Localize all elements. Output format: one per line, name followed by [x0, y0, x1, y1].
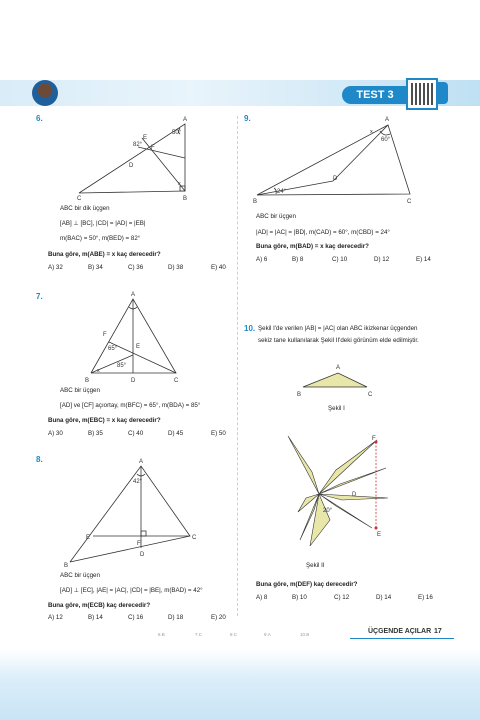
test-badge: TEST 3 — [342, 86, 408, 104]
answer-7: 7.C — [195, 632, 203, 637]
q6-label-F: F — [151, 145, 155, 151]
q7-given-2: [AD] ve [CF] açıortay, m(BFC) = 65°, m(BDA) = 85° — [60, 402, 201, 409]
q7-angle-65: 65° — [108, 346, 118, 352]
q8-label-E: E — [86, 535, 91, 541]
q6-given-2: [AB] ⊥ [BC], |CD| = |AD| = |EB| — [60, 220, 146, 227]
question-9-number: 9. — [244, 114, 251, 123]
q7-label-D: D — [131, 378, 136, 384]
q7-label-F: F — [103, 332, 107, 338]
question-7-number: 7. — [36, 292, 43, 301]
q10-sekil2-label: Şekil II — [306, 562, 325, 569]
q9-given-2: |AD| = |AC| = |BD|, m(CAD) = 60°, m(CBD) = 24° — [256, 229, 390, 236]
q9-angle-60: 60° — [381, 137, 391, 143]
q7-option-d[interactable]: D) 45 — [168, 430, 184, 437]
q6-option-b[interactable]: B) 34 — [88, 264, 103, 271]
q8-option-c[interactable]: C) 16 — [128, 614, 144, 621]
q7-option-e[interactable]: E) 50 — [211, 430, 226, 437]
q6-option-a[interactable]: A) 32 — [48, 264, 63, 271]
answer-9: 9.A — [264, 632, 271, 637]
q6-label-B: B — [183, 196, 188, 202]
q7-question: Buna göre, m(EBC) = x kaç derecedir? — [48, 417, 161, 424]
q6-given-3: m(BAC) = 50°, m(BED) = 82° — [60, 235, 141, 242]
q10-s1-label-A: A — [336, 365, 341, 371]
q10-option-c[interactable]: C) 12 — [334, 594, 350, 601]
q8-option-b[interactable]: B) 14 — [88, 614, 103, 621]
q8-option-d[interactable]: D) 18 — [168, 614, 184, 621]
q9-given-1: ABC bir üçgen — [256, 213, 296, 220]
q10-text-2: sekiz tane kullanılarak Şekil II'deki görünüm elde edilmiştir. — [258, 337, 419, 344]
q10-s1-label-C: C — [368, 392, 373, 398]
answer-6: 6.B — [158, 632, 165, 637]
q6-angle-x: x — [178, 181, 181, 187]
answer-10: 10.B — [300, 632, 310, 637]
q8-label-F: F — [137, 541, 141, 547]
q8-given-1: ABC bir üçgen — [60, 572, 100, 579]
q6-label-C: C — [77, 196, 82, 202]
q10-option-d[interactable]: D) 14 — [376, 594, 392, 601]
q6-option-c[interactable]: C) 36 — [128, 264, 144, 271]
q7-angle-x: x — [97, 368, 100, 374]
q9-option-a[interactable]: A) 6 — [256, 256, 268, 263]
answer-8: 8.C — [230, 632, 238, 637]
q9-question: Buna göre, m(BAD) = x kaç derecedir? — [256, 243, 369, 250]
q7-option-c[interactable]: C) 40 — [128, 430, 144, 437]
question-6-number: 6. — [36, 114, 43, 123]
q7-given-1: ABC bir üçgen — [60, 387, 100, 394]
q9-option-e[interactable]: E) 14 — [416, 256, 431, 263]
q6-option-e[interactable]: E) 40 — [211, 264, 226, 271]
q9-label-D: D — [333, 176, 338, 182]
q7-label-A: A — [131, 292, 136, 298]
q9-option-d[interactable]: D) 12 — [374, 256, 390, 263]
question-10-number: 10. — [244, 324, 256, 333]
q8-given-2: [AD] ⊥ [EC], |AE| = |AC|, |CD| = |BE|, m(BAD) = 42° — [60, 587, 203, 594]
q8-angle-42: 42° — [133, 479, 143, 485]
q7-option-b[interactable]: B) 35 — [88, 430, 103, 437]
q10-sekil1-label: Şekil I — [328, 405, 345, 412]
q8-label-C: C — [192, 535, 197, 541]
q6-option-d[interactable]: D) 38 — [168, 264, 184, 271]
q10-s2-angle-20: 20° — [323, 508, 333, 514]
q6-label-A: A — [183, 117, 188, 123]
q9-label-C: C — [407, 199, 412, 205]
q7-angle-85: 85° — [117, 363, 127, 369]
q7-label-E: E — [136, 344, 141, 350]
q10-s2-label-E: E — [377, 532, 382, 538]
footer-chapter-title: ÜÇGENDE AÇILAR — [368, 628, 432, 635]
q10-option-b[interactable]: B) 10 — [292, 594, 307, 601]
q10-option-a[interactable]: A) 8 — [256, 594, 268, 601]
q6-angle-50: 50° — [172, 130, 182, 136]
q6-label-D: D — [129, 163, 134, 169]
q6-label-E: E — [143, 135, 148, 141]
q9-angle-24: 24° — [277, 189, 287, 195]
q6-question: Buna göre, m(ABE) = x kaç derecedir? — [48, 251, 161, 258]
q10-s2-label-D: D — [352, 492, 357, 498]
q6-given-1: ABC bir dik üçgen — [60, 205, 110, 212]
q8-option-e[interactable]: E) 20 — [211, 614, 226, 621]
page-number: 17 — [434, 628, 442, 635]
q8-question: Buna göre, m(ECB) kaç derecedir? — [48, 602, 151, 609]
q9-label-A: A — [385, 117, 390, 123]
q10-s1-label-B: B — [297, 392, 302, 398]
q9-angle-x: x — [370, 129, 373, 135]
q9-label-B: B — [253, 199, 258, 205]
question-8-number: 8. — [36, 455, 43, 464]
q9-option-c[interactable]: C) 10 — [332, 256, 348, 263]
q6-angle-82: 82° — [133, 142, 143, 148]
q7-label-C: C — [174, 378, 179, 384]
q8-label-D: D — [140, 552, 145, 558]
q8-label-B: B — [64, 563, 69, 569]
q10-s2-label-F: F — [372, 436, 376, 442]
q8-label-A: A — [139, 459, 144, 465]
q7-label-B: B — [85, 378, 90, 384]
footer-underline — [350, 638, 454, 639]
q7-option-a[interactable]: A) 30 — [48, 430, 63, 437]
bottom-decoration — [0, 650, 480, 720]
q10-text-1: Şekil I'de verilen |AB| = |AC| olan ABC ikizkenar üçgenden — [258, 325, 418, 332]
q9-option-b[interactable]: B) 8 — [292, 256, 304, 263]
q10-option-e[interactable]: E) 16 — [418, 594, 433, 601]
q10-question: Buna göre, m(DEF) kaç derecedir? — [256, 581, 358, 588]
q8-option-a[interactable]: A) 12 — [48, 614, 63, 621]
